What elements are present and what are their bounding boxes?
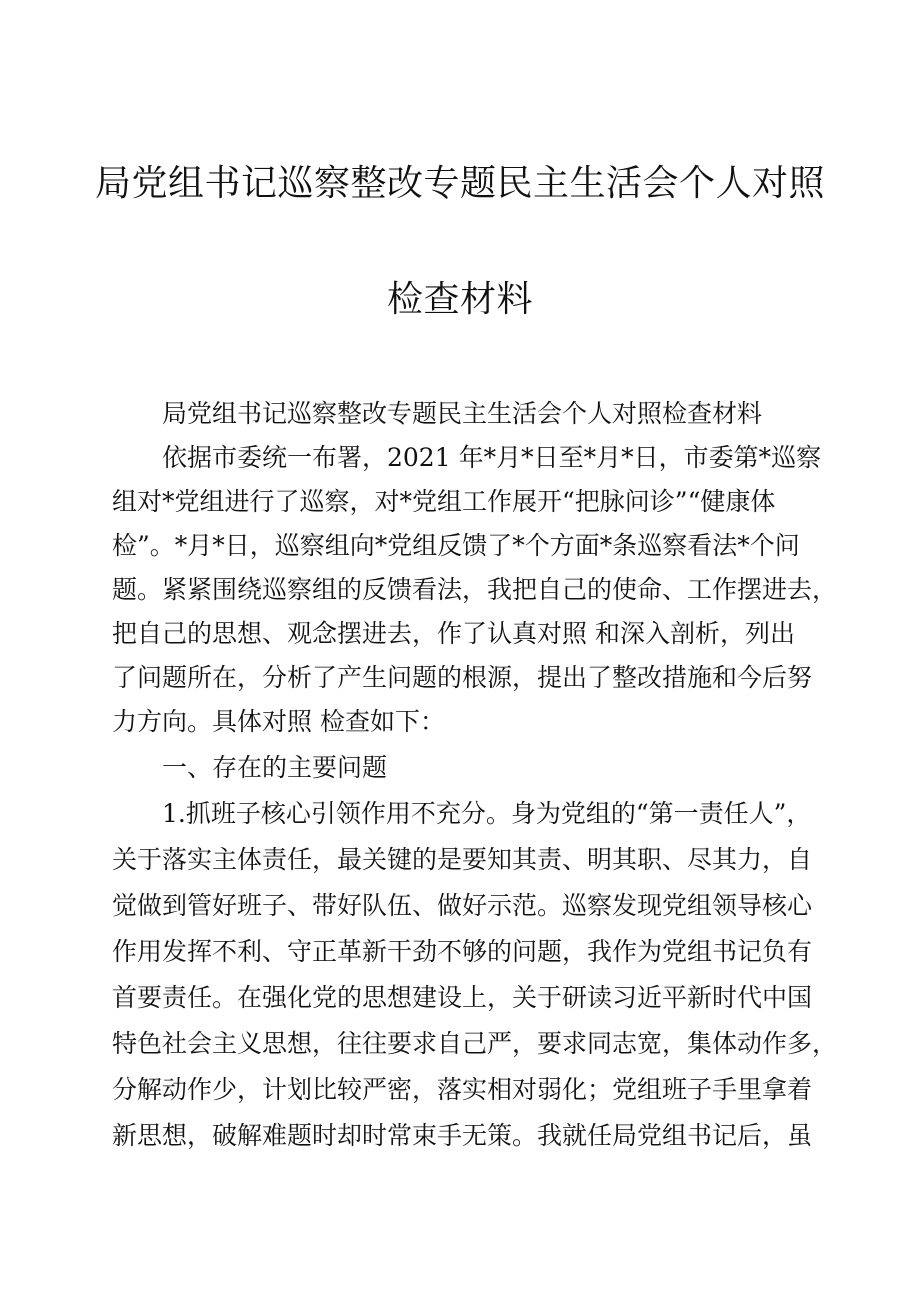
paragraph-line: 特色社会主义思想，往往要求自己严，要求同志宽，集体动作多， <box>112 1029 838 1058</box>
paragraph-line: 作用发挥不利、守正革新干劲不够的问题，我作为党组书记负有 <box>112 937 813 966</box>
body-subtitle: 局党组书记巡察整改专题民主生活会个人对照检查材料 <box>162 399 763 428</box>
paragraph-line: 分解动作少，计划比较严密，落实相对弱化；党组班子手里拿着 <box>112 1075 813 1104</box>
paragraph-line: 依据市委统一布署，2021 年*月*日至*月*日，市委第*巡察 <box>162 443 822 472</box>
paragraph-line: 关于落实主体责任，最关键的是要知其责、明其职、尽其力，自 <box>112 845 813 874</box>
paragraph-line: 新思想，破解难题时却时常束手无策。我就任局党组书记后，虽 <box>112 1121 813 1150</box>
paragraph-line: 检”。*月*日，巡察组向*党组反馈了*个方面*条巡察看法*个问 <box>112 531 800 560</box>
document-title-line-1: 局党组书记巡察整改专题民主生活会个人对照 <box>94 163 825 204</box>
paragraph-line: 首要责任。在强化党的思想建设上，关于研读习近平新时代中国 <box>112 983 813 1012</box>
paragraph-line: 力方向。具体对照 检查如下： <box>112 707 445 736</box>
section-heading: 一、存在的主要问题 <box>162 753 388 782</box>
paragraph-line: 组对*党组进行了巡察，对*党组工作展开“把脉问诊”“健康体 <box>112 487 776 516</box>
paragraph-line: 1.抓班子核心引领作用不充分。身为党组的“第一责任人”， <box>162 799 812 828</box>
paragraph-line: 把自己的思想、观念摆进去，作了认真对照 和深入剖析，列出 <box>112 619 795 648</box>
document-title-line-2: 检查材料 <box>386 279 533 320</box>
paragraph-line: 题。紧紧围绕巡察组的反馈看法，我把自己的使命、工作摆进去， <box>112 575 838 604</box>
paragraph-line: 了问题所在，分析了产生问题的根源，提出了整改措施和今后努 <box>112 663 813 692</box>
paragraph-line: 觉做到管好班子、带好队伍、做好示范。巡察发现党组领导核心 <box>112 891 813 920</box>
